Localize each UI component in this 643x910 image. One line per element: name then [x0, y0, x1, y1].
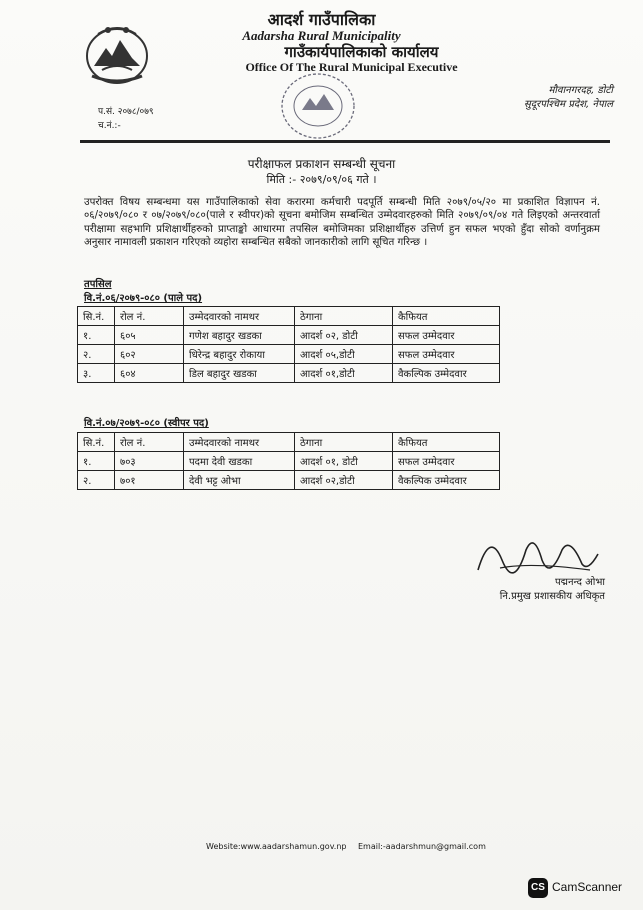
table1-heading: वि.नं.०६/२०७९-०८० (पाले पद): [84, 293, 203, 304]
table-cell: आदर्श ०२,डोटी: [295, 471, 393, 490]
col-header: सि.नं.: [78, 307, 115, 326]
results-table-pale: [77, 306, 500, 383]
table-cell: १.: [78, 452, 115, 471]
table-header-row: [78, 307, 500, 326]
camscanner-logo-icon: CS: [528, 878, 548, 898]
table-cell: आदर्श ०२, डोटी: [295, 326, 393, 345]
col-header: उम्मेदवारको नामथर: [184, 433, 295, 452]
table-cell: ६०५: [115, 326, 184, 345]
header-divider: [80, 140, 610, 143]
tapsil-label: तपसिल: [84, 279, 112, 290]
table-cell: देवी भट्ट ओभा: [184, 471, 295, 490]
col-header: उम्मेदवारको नामथर: [184, 307, 295, 326]
table-cell: ७०३: [115, 452, 184, 471]
col-header: ठेगाना: [295, 307, 393, 326]
table-cell: आदर्श ०५,डोटी: [295, 345, 393, 364]
col-header: सि.नं.: [78, 433, 115, 452]
table-cell: आदर्श ०१, डोटी: [295, 452, 393, 471]
col-header: रोल नं.: [115, 433, 184, 452]
col-header: रोल नं.: [115, 307, 184, 326]
col-header: ठेगाना: [295, 433, 393, 452]
dispatch-number: च.नं.:-: [98, 121, 121, 131]
col-header: कैफियत: [393, 433, 500, 452]
table-cell: पदमा देवी खडका: [184, 452, 295, 471]
col-header: कैफियत: [393, 307, 500, 326]
table-cell: डिल बहादुर खडका: [184, 364, 295, 383]
table-cell: धिरेन्द्र बहादुर रोकाया: [184, 345, 295, 364]
table-cell: २.: [78, 471, 115, 490]
table-header-row: [78, 433, 500, 452]
table-cell: ६०४: [115, 364, 184, 383]
table-cell: ३.: [78, 364, 115, 383]
table-row: [78, 345, 500, 364]
table-row: [78, 452, 500, 471]
table-cell: गणेश बहादुर खडका: [184, 326, 295, 345]
table-row: [78, 364, 500, 383]
table-cell: २.: [78, 345, 115, 364]
footer-website: Website:www.aadarshamun.gov.np: [206, 842, 347, 851]
reference-number: प.सं. २०७८/०७९: [98, 107, 154, 117]
footer-email: Email:-aadarshmun@gmail.com: [358, 842, 486, 851]
notice-body: उपरोक्त विषय सम्बन्धमा यस गाउँपालिकाको सेवा करारमा कर्मचारी पदपूर्ति सम्बन्धी मिति २०७९/०५/२० मा प्रकाशित विज्ञापन नं. ०६/२०७९/०८० र ०७/२०७९/०८०(पाले र स्वीपर)को सूचना बमोजिम सम्बन्धित उम्मेदवारहरुको मिति २०७९/०९/०४ गते लिइएको अन्तरवार्ता परीक्षामा सहभागि प्रशिक्षार्थीहरुको प्राप्ताङ्को आधारमा तपसिल बमोजिमका प्रशिक्षार्थीहरु उत्तिर्ण हुन सफल भएको हुँदा सोको वर्णानुक्रम अनुसार नामावली प्रकाशन गरिएको व्यहोरा सम्बन्धित सबैको जानकारीको लागि सूचित गरिन्छ ।: [84, 197, 600, 249]
table-cell: वैकल्पिक उम्मेदवार: [393, 364, 500, 383]
office-stamp-icon: [268, 66, 368, 146]
camscanner-label: CamScanner: [552, 880, 623, 894]
table-cell: सफल उम्मेदवार: [393, 326, 500, 345]
table-row: [78, 471, 500, 490]
office-name-np: गाउँकार्यपालिकाको कार्यालय: [284, 43, 439, 61]
table-row: [78, 326, 500, 345]
municipality-name-np: आदर्श गाउँपालिका: [267, 10, 376, 29]
signatory-role: नि.प्रमुख प्रशासकीय अधिकृत: [499, 591, 605, 602]
office-name-en: Office Of The Rural Municipal Executive: [245, 60, 458, 74]
notice-title: परीक्षाफल प्रकाशन सम्बन्धी सूचना: [247, 157, 396, 171]
table2-heading: वि.नं.०७/२०७९-०८० (स्वीपर पद): [84, 418, 209, 429]
camscanner-watermark: [528, 878, 638, 900]
table-cell: ६०२: [115, 345, 184, 364]
table-cell: आदर्श ०१,डोटी: [295, 364, 393, 383]
table-cell: वैकल्पिक उम्मेदवार: [393, 471, 500, 490]
table-cell: सफल उम्मेदवार: [393, 345, 500, 364]
address-line-2: सुदूरपश्चिम प्रदेश, नेपाल: [524, 99, 613, 110]
municipality-name-en: Aadarsha Rural Municipality: [242, 28, 401, 43]
address-line-1: मौवानगरदह, डोटी: [548, 85, 613, 96]
table-cell: ७०१: [115, 471, 184, 490]
notice-date: मिति :- २०७९/०९/०६ गते ।: [266, 173, 377, 186]
signatory-name: पद्मनन्द ओभा: [555, 577, 605, 588]
table-cell: १.: [78, 326, 115, 345]
results-table-sweeper: [77, 432, 500, 490]
table-cell: सफल उम्मेदवार: [393, 452, 500, 471]
